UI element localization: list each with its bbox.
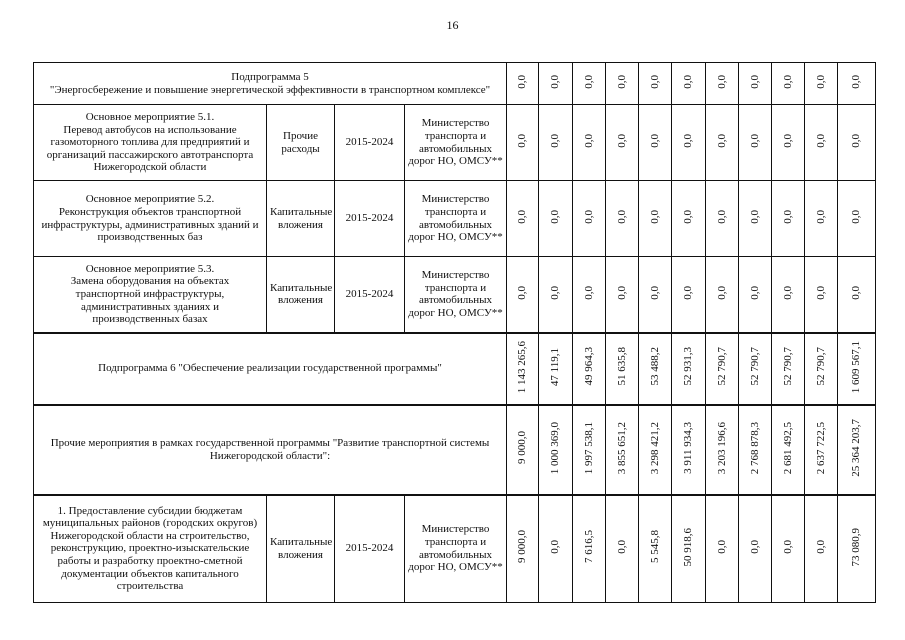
value-cell [772, 63, 805, 105]
value-cell [639, 333, 672, 405]
value-text: 0,0 [682, 133, 695, 148]
expense-type-cell [267, 257, 335, 333]
value-cell [606, 333, 639, 405]
value-text: 0,0 [715, 74, 728, 89]
value-cell [507, 181, 539, 257]
value-text: 0,0 [814, 74, 827, 89]
activity-name-cell-text: Основное мероприятие 5.2. Реконструкция объектов транспортной инфраструктуры, административных зданий и производственных баз [41, 193, 259, 244]
value-text: 47 119,1 [549, 347, 562, 386]
value-text: 52 790,7 [814, 347, 827, 386]
value-cell [539, 405, 573, 495]
value-cell [606, 405, 639, 495]
period-cell [335, 181, 405, 257]
budget-table [33, 62, 876, 603]
value-cell [507, 63, 539, 105]
value-text: 0,0 [715, 285, 728, 300]
activity-name-cell [34, 105, 267, 181]
value-cell [739, 257, 772, 333]
value-text: 1 000 369,0 [549, 421, 562, 474]
table-row [34, 333, 876, 405]
value-text: 0,0 [648, 74, 661, 89]
value-text: 0,0 [682, 209, 695, 224]
value-text: 2 637 722,5 [814, 421, 827, 474]
value-cell [772, 181, 805, 257]
value-text: 0,0 [781, 285, 794, 300]
program-title-cell-text: Подпрограмма 5 "Энергосбережение и повышение энергетической эффективности в транспортном комплексе" [49, 70, 491, 96]
value-text: 0,0 [850, 74, 863, 89]
value-text: 0,0 [549, 540, 562, 554]
value-cell [639, 63, 672, 105]
table-row [34, 63, 876, 105]
activity-name-cell-text: 1. Предоставление субсидии бюджетам муниципальных районов (городских округов) Нижегородской области на строительство, реконструкцию, проектно-изыскательские работы и разработку проектно-сметной документации объектов капитального строительства [42, 504, 258, 593]
value-text: 2 681 492,5 [781, 421, 794, 474]
value-text: 0,0 [781, 540, 794, 554]
value-text: 0,0 [516, 285, 529, 300]
executor-cell-text: Министерство транспорта и автомобильных дорог НО, ОМСУ** [408, 268, 503, 319]
value-text: 9 000,0 [516, 431, 529, 465]
value-text: 52 790,7 [748, 347, 761, 386]
value-text: 1 143 265,6 [516, 340, 529, 393]
table-row [34, 181, 876, 257]
value-text: 0,0 [814, 209, 827, 224]
value-cell [539, 495, 573, 603]
value-text: 7 616,5 [582, 530, 595, 564]
value-text: 2 768 878,3 [748, 421, 761, 474]
value-cell [838, 257, 876, 333]
value-cell [805, 105, 838, 181]
period-cell [335, 105, 405, 181]
value-text: 0,0 [814, 133, 827, 148]
value-text: 0,0 [715, 209, 728, 224]
value-cell [772, 495, 805, 603]
program-title-cell [34, 63, 507, 105]
value-cell [772, 105, 805, 181]
value-text: 52 931,3 [682, 347, 695, 386]
value-text: 0,0 [682, 285, 695, 300]
value-text: 50 918,6 [682, 527, 695, 567]
program-title-cell-text: Подпрограмма 6 "Обеспечение реализации государственной программы" [98, 362, 442, 375]
value-cell [706, 405, 739, 495]
value-cell [639, 257, 672, 333]
value-cell [573, 63, 606, 105]
value-cell [573, 257, 606, 333]
value-cell [606, 257, 639, 333]
value-cell [672, 405, 706, 495]
activity-name-cell [34, 495, 267, 603]
value-cell [606, 181, 639, 257]
value-cell [606, 63, 639, 105]
value-text: 0,0 [781, 133, 794, 148]
executor-cell [405, 181, 507, 257]
value-cell [672, 257, 706, 333]
value-cell [805, 63, 838, 105]
value-cell [507, 405, 539, 495]
value-cell [507, 495, 539, 603]
value-text: 0,0 [582, 285, 595, 300]
value-text: 0,0 [850, 209, 863, 224]
value-text: 0,0 [549, 209, 562, 224]
value-text: 53 488,2 [648, 347, 661, 386]
expense-type-cell-text: Капитальные вложения [270, 205, 333, 231]
period-cell [335, 257, 405, 333]
value-cell [838, 405, 876, 495]
value-cell [772, 257, 805, 333]
expense-type-cell [267, 495, 335, 603]
table-row [34, 495, 876, 603]
value-text: 0,0 [549, 74, 562, 89]
value-cell [838, 105, 876, 181]
value-cell [573, 333, 606, 405]
value-text: 3 203 196,6 [715, 421, 728, 474]
value-cell [805, 333, 838, 405]
value-cell [539, 105, 573, 181]
value-text: 0,0 [781, 209, 794, 224]
program-title-cell [34, 333, 507, 405]
table-row [34, 257, 876, 333]
value-text: 0,0 [850, 133, 863, 148]
value-text: 0,0 [615, 74, 628, 89]
value-text: 0,0 [648, 285, 661, 300]
value-text: 0,0 [850, 285, 863, 300]
value-cell [573, 105, 606, 181]
value-text: 0,0 [615, 209, 628, 224]
value-cell [739, 105, 772, 181]
executor-cell-text: Министерство транспорта и автомобильных дорог НО, ОМСУ** [408, 117, 503, 168]
value-text: 0,0 [615, 133, 628, 148]
executor-cell [405, 495, 507, 603]
program-title-cell [34, 405, 507, 495]
value-cell [772, 333, 805, 405]
value-cell [805, 405, 838, 495]
executor-cell [405, 257, 507, 333]
value-text: 0,0 [748, 540, 761, 554]
value-cell [739, 405, 772, 495]
program-title-cell-text: Прочие мероприятия в рамках государственной программы "Развитие транспортной системы Нижегородской области": [50, 436, 490, 462]
executor-cell-text: Министерство транспорта и автомобильных дорог НО, ОМСУ** [408, 523, 503, 574]
expense-type-cell-text: Капитальные вложения [270, 536, 333, 561]
value-cell [838, 181, 876, 257]
value-text: 0,0 [781, 74, 794, 89]
value-text: 0,0 [748, 285, 761, 300]
value-cell [772, 405, 805, 495]
value-text: 0,0 [615, 285, 628, 300]
value-text: 0,0 [748, 209, 761, 224]
value-cell [805, 257, 838, 333]
value-cell [507, 257, 539, 333]
value-text: 51 635,8 [615, 347, 628, 386]
value-text: 0,0 [615, 540, 628, 554]
value-text: 0,0 [516, 209, 529, 224]
activity-name-cell-text: Основное мероприятие 5.1. Перевод автобусов на использование газомоторного топлива для предприятий и организаций пассажирского автотранспорта Нижегородской области [46, 110, 254, 174]
table-row [34, 405, 876, 495]
activity-name-cell [34, 181, 267, 257]
value-cell [739, 63, 772, 105]
executor-cell [405, 105, 507, 181]
value-text: 0,0 [549, 133, 562, 148]
value-text: 3 911 934,3 [682, 421, 695, 474]
activity-name-cell-text: Основное мероприятие 5.3. Замена оборудования на объектах транспортной инфраструктуры, административных зданиях и производственных базах [70, 262, 230, 326]
value-text: 52 790,7 [781, 347, 794, 386]
value-text: 0,0 [582, 74, 595, 89]
value-text: 3 855 651,2 [615, 421, 628, 474]
value-cell [672, 333, 706, 405]
value-text: 0,0 [549, 285, 562, 300]
value-cell [672, 181, 706, 257]
value-text: 0,0 [682, 74, 695, 89]
value-cell [606, 495, 639, 603]
value-text: 0,0 [648, 209, 661, 224]
value-cell [573, 181, 606, 257]
value-text: 52 790,7 [715, 347, 728, 386]
period-cell-text: 2015-2024 [345, 287, 394, 300]
value-text: 73 080,9 [850, 527, 863, 567]
value-cell [706, 181, 739, 257]
period-cell-text: 2015-2024 [345, 542, 394, 555]
expense-type-cell-text: Прочие расходы [281, 129, 320, 155]
value-cell [706, 495, 739, 603]
value-text: 0,0 [715, 133, 728, 148]
table-row [34, 105, 876, 181]
value-text: 0,0 [582, 133, 595, 148]
expense-type-cell [267, 105, 335, 181]
value-cell [706, 257, 739, 333]
value-text: 0,0 [648, 133, 661, 148]
executor-cell-text: Министерство транспорта и автомобильных дорог НО, ОМСУ** [408, 193, 503, 244]
value-cell [573, 405, 606, 495]
value-text: 0,0 [582, 209, 595, 224]
activity-name-cell [34, 257, 267, 333]
value-cell [706, 333, 739, 405]
value-cell [739, 495, 772, 603]
value-text: 3 298 421,2 [648, 421, 661, 474]
value-cell [606, 105, 639, 181]
value-text: 0,0 [516, 74, 529, 89]
value-cell [639, 405, 672, 495]
expense-type-cell [267, 181, 335, 257]
value-cell [672, 105, 706, 181]
value-text: 0,0 [748, 133, 761, 148]
value-text: 0,0 [516, 133, 529, 148]
value-cell [639, 495, 672, 603]
value-text: 1 609 567,1 [850, 340, 863, 393]
page-number: 16 [446, 18, 459, 32]
value-cell [739, 333, 772, 405]
period-cell-text: 2015-2024 [345, 212, 394, 225]
value-cell [539, 181, 573, 257]
value-text: 9 000,0 [516, 530, 529, 564]
value-text: 1 997 538,1 [582, 421, 595, 474]
value-text: 5 545,8 [648, 530, 661, 564]
value-cell [539, 63, 573, 105]
value-text: 49 964,3 [582, 347, 595, 386]
value-cell [639, 181, 672, 257]
expense-type-cell-text: Капитальные вложения [270, 281, 333, 307]
period-cell-text: 2015-2024 [345, 136, 394, 149]
value-cell [838, 495, 876, 603]
value-text: 0,0 [748, 74, 761, 89]
value-cell [838, 333, 876, 405]
value-cell [573, 495, 606, 603]
value-cell [672, 495, 706, 603]
value-cell [539, 333, 573, 405]
period-cell [335, 495, 405, 603]
value-text: 0,0 [814, 285, 827, 300]
value-cell [639, 105, 672, 181]
value-text: 0,0 [814, 540, 827, 554]
value-cell [507, 105, 539, 181]
value-text: 0,0 [715, 540, 728, 554]
value-cell [838, 63, 876, 105]
value-cell [672, 63, 706, 105]
value-cell [739, 181, 772, 257]
value-cell [706, 63, 739, 105]
value-cell [805, 495, 838, 603]
value-cell [706, 105, 739, 181]
value-cell [805, 181, 838, 257]
value-cell [507, 333, 539, 405]
value-text: 25 364 203,7 [850, 418, 863, 477]
value-cell [539, 257, 573, 333]
